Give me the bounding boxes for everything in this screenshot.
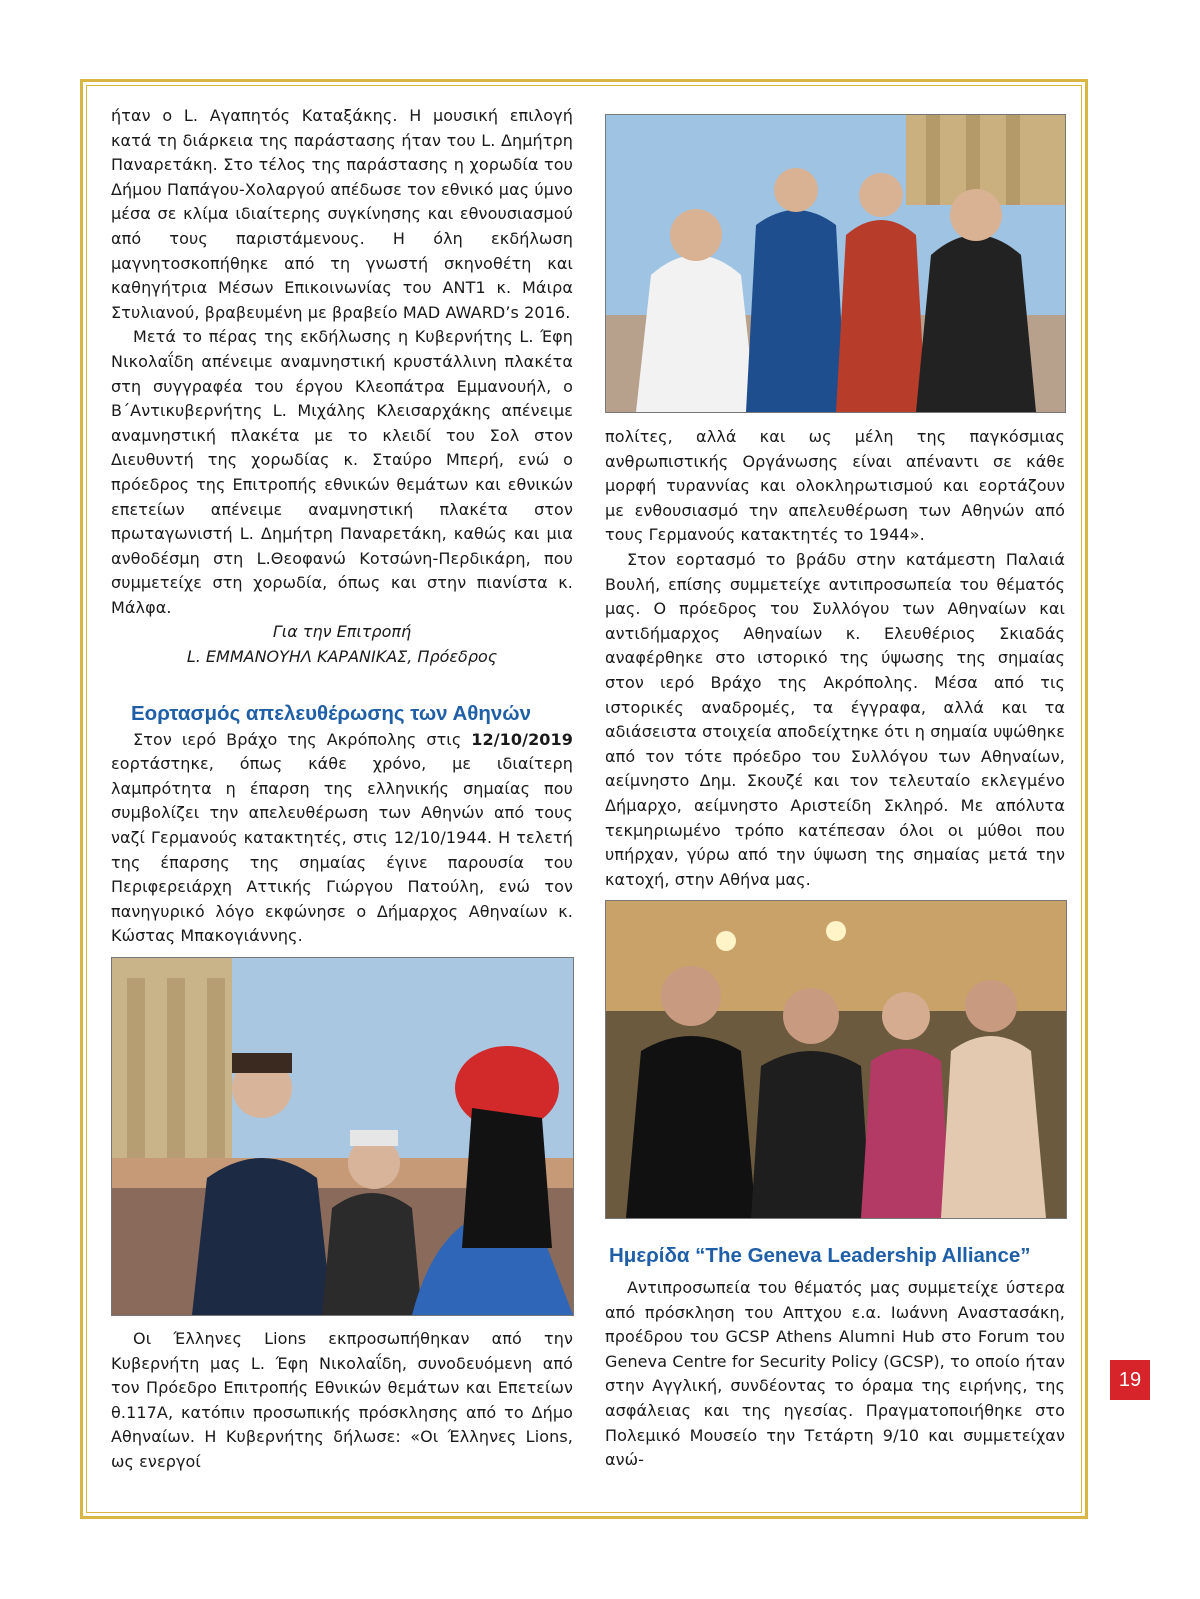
right-column-bottom (605, 1242, 1065, 1473)
signature-line: Για την Επιτροπή (272, 622, 412, 642)
left-column (111, 104, 573, 949)
paragraph: ήταν ο L. Αγαπητός Καταξάκης. Η μουσική επιλογή κατά τη διάρκεια της παράστασης ήταν του L. Δημήτρη Παναρετάκη. Στο τέλος της παράστασης η χορωδία του Δήμου Παπάγου-Χολαργού απέδωσε τον εθνικό μας ύμνο μέσα σε κλίμα ιδιαίτερης συγκίνησης και εθνουσιασμού από τους παριστάμενους. Η όλη εκδήλωση μαγνητοσκοπήθηκε από τη γνωστή σκηνοθέτη και καθηγήτρια Μέσων Επικοινωνίας του ΑΝΤ1 κ. Μάιρα Στυλιανού, βραβευμένη με βραβείο MAD AWARD’s 2016. (111, 106, 573, 322)
left-column-bottom (111, 1327, 573, 1475)
date-highlight: 12/10/2019 (471, 729, 573, 749)
paragraph: Στον εορτασμό το βράδυ στην κατάμεστη Παλαιά Βουλή, επίσης συμμετείχε αντιπροσωπεία του θέματός μας. Ο πρόεδρος του Συλλόγου των Αθηναίων και αντιδήμαρχος Αθηναίων κ. Ελευθέριος Σκιαδάς αναφέρθηκε στο ιστορικό της ύψωσης της σημαίας στον ιερό Βράχο της Ακρόπολης. Μέσα από τις ιστορικές αναδρομές, τα έγγραφα, αλλά και τα αδιάσειστα στοιχεία αποδείχτηκε ότι η σημαία υψώθηκε από τον τότε πρόεδρο του Συλλόγου των Αθηναίων, αείμνηστο Δημ. Σκουζέ και τον τελευταίο εκλεγμένο Δήμαρχο, αείμνηστο Αριστείδη Σκληρό. Με απόλυτα τεκμηριωμένο τρόπο κατέπεσαν όλοι οι μύθοι που υπήρχαν, γύρω από την ύψωση της σημαίας μετά την κατοχή, στην Αθήνα μας. (605, 549, 1065, 889)
paragraph: Στον ιερό Βράχο της Ακρόπολης στις 12/10/2019 εορτάστηκε, όπως κάθε χρόνο, με ιδιαίτερη λαμπρότητα η έπαρση της ελληνικής σημαίας που συμβολίζει την απελευθέρωση των Αθηνών από τους ναζί Γερμανούς κατακτητές, στις 12/10/1944. Η τελετή της έπαρσης της σημαίας έγινε παρουσία του Περιφερειάρχη Αττικής Γιώργου Πατούλη, ενώ τον πανηγυρικό λόγο εκφώνησε ο Δήμαρχος Αθηναίων κ. Κώστας Μπακογιάννης. (111, 729, 573, 946)
paragraph: Αντιπροσωπεία του θέματός μας συμμετείχε ύστερα από πρόσκληση του Απτχου ε.α. Ιωάννη Αναστασάκη, προέδρου του GCSP Athens Alumni Hub στο Forum του Geneva Centre for Security Policy (GCSP), το οποίο ήταν στην Αγγλική, συνδέοντας το όραμα της ειρήνης, της ασφάλειας και της ηγεσίας. Πραγματοποιήθηκε στο Πολεμικό Μουσείο την Τετάρτη 9/10 και συμμετείχαν ανώ- (605, 1278, 1065, 1470)
paragraph: Μετά το πέρας της εκδήλωσης η Κυβερνήτης L. Έφη Νικολαΐδη απένειμε αναμνηστική κρυστάλλινη πλακέτα στη συγγραφέα του έργου Κλεοπάτρα Εμμανουήλ, ο Β΄Αντικυβερνήτης L. Μιχάλης Κλεισαρχάκης απένειμε αναμνηστική πλακέτα με το κλειδί του Σολ στον Διευθυντή της χορωδίας κ. Σταύρο Μπερή, ενώ ο πρόεδρος της Επιτροπής εθνικών θεμάτων και εθνικών επετείων απένειμε αναμνηστική πλακέτα στον πρωταγωνιστή L. Δημήτρη Παναρετάκη, καθώς και μια ανθοδέσμη στη L.Θεοφανώ Κοτσώνη-Περδικάρη, που συμμετείχε στη χορωδία, όπως και στην πιανίστα κ. Μάλφα. (111, 327, 573, 617)
paragraph: πολίτες, αλλά και ως μέλη της παγκόσμιας ανθρωπιστικής Οργάνωσης είναι απέναντι σε κάθε μορφή τυραννίας και ολοκληρωτισμού και εορτάζουν με ενθουσιασμό την απελευθέρωση των Αθηνών από τους Γερμανούς κατακτητές το 1944». (605, 427, 1065, 545)
signature-name: L. ΕΜΜΑΝΟΥΗΛ ΚΑΡΑΝΙΚΑΣ, Πρόεδρος (186, 647, 498, 667)
photo-traditional-costumes (605, 114, 1066, 413)
paragraph: Οι Έλληνες Lions εκπροσωπήθηκαν από την Κυβερνήτη μας L. Έφη Νικολαΐδη, συνοδευόμενη από τον Πρόεδρο Επιτροπής Εθνικών θεμάτων και Επετείων θ.117Α, κατόπιν προσωπικής πρόσκλησης από το Δήμο Αθηναίων. Η Κυβερνήτης δήλωσε: «Οι Έλληνες Lions, ως ενεργοί (111, 1329, 573, 1471)
photo-old-parliament-evening (605, 900, 1067, 1219)
section-heading: Ημερίδα “The Geneva Leadership Alliance” (609, 1244, 1031, 1267)
photo-acropolis-ceremony (111, 957, 574, 1316)
page-number-badge: 19 (1110, 1360, 1150, 1400)
section-heading: Εορτασμός απελευθέρωσης των Αθηνών (131, 701, 532, 725)
right-column (605, 425, 1065, 892)
